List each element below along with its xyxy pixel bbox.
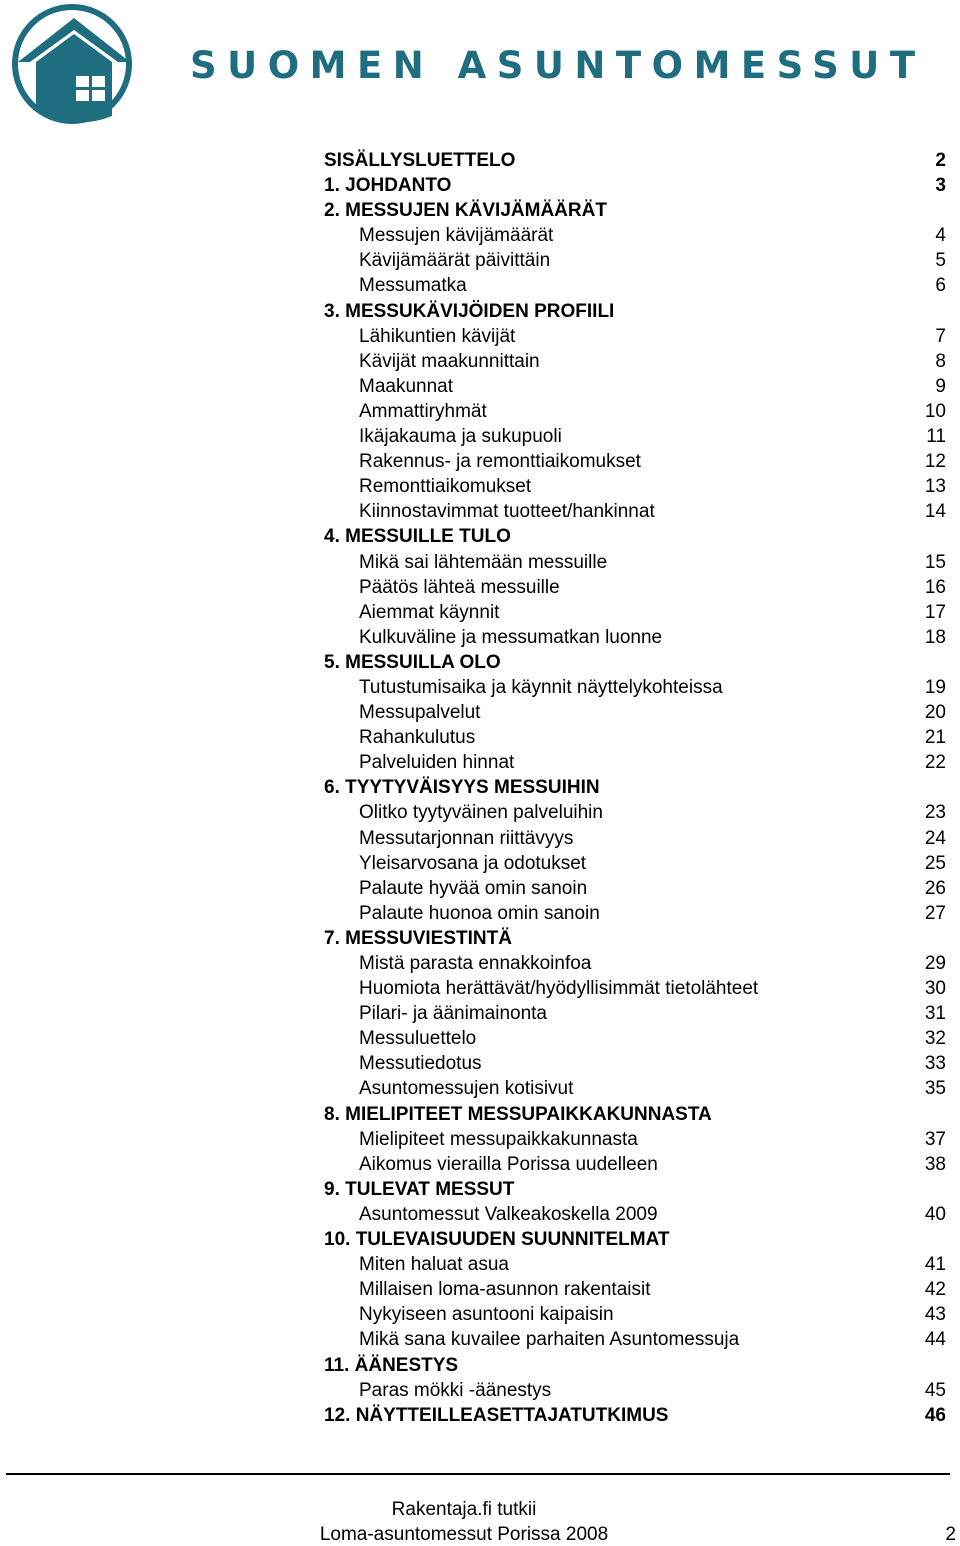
toc-label: Lähikuntien kävijät bbox=[359, 325, 516, 347]
toc-page-number: 13 bbox=[924, 476, 946, 498]
toc-entry bbox=[324, 1127, 948, 1152]
toc-page-number: 41 bbox=[924, 1254, 946, 1276]
toc-entry bbox=[324, 725, 948, 750]
toc-page-number: 46 bbox=[924, 1404, 946, 1426]
toc-page-number: 24 bbox=[924, 827, 946, 849]
toc-page-number: 11 bbox=[926, 426, 946, 448]
toc-heading bbox=[324, 173, 948, 198]
toc-label: Mikä sana kuvailee parhaiten Asuntomessuja bbox=[359, 1329, 740, 1351]
toc-label: Huomiota herättävät/hyödyllisimmät tietolähteet bbox=[359, 978, 759, 1000]
toc-label: 11. ÄÄNESTYS bbox=[324, 1354, 459, 1376]
toc-label: Messuluettelo bbox=[359, 1028, 477, 1050]
toc-label: Aiemmat käynnit bbox=[359, 601, 500, 623]
toc-entry bbox=[324, 1252, 948, 1277]
toc-label: Kävijät maakunnittain bbox=[359, 350, 540, 372]
toc-label: SISÄLLYSLUETTELO bbox=[324, 150, 516, 171]
toc-page-number: 31 bbox=[924, 1003, 946, 1025]
toc-page-number: 21 bbox=[924, 727, 946, 749]
toc-label: 8. MIELIPITEET MESSUPAIKKAKUNNASTA bbox=[324, 1103, 712, 1125]
toc-entry bbox=[324, 826, 948, 851]
toc-page-number: 3 bbox=[935, 175, 946, 197]
toc-page-number: 10 bbox=[924, 400, 946, 422]
toc-label: Aikomus vierailla Porissa uudelleen bbox=[359, 1153, 658, 1175]
toc-heading bbox=[324, 1353, 948, 1378]
toc-entry bbox=[324, 1327, 948, 1352]
toc-entry bbox=[324, 951, 948, 976]
toc-page-number: 38 bbox=[924, 1153, 946, 1175]
toc-label: Nykyiseen asuntooni kaipaisin bbox=[359, 1304, 614, 1326]
toc-label: Yleisarvosana ja odotukset bbox=[359, 852, 587, 874]
toc-entry bbox=[324, 876, 948, 901]
toc-label: Millaisen loma-asunnon rakentaisit bbox=[359, 1279, 651, 1301]
toc-entry bbox=[324, 1277, 948, 1302]
toc-label: 7. MESSUVIESTINTÄ bbox=[324, 927, 512, 949]
toc-heading bbox=[324, 926, 948, 951]
toc-label: Palaute hyvää omin sanoin bbox=[359, 877, 588, 899]
toc-label: 1. JOHDANTO bbox=[324, 175, 452, 197]
toc-label: Asuntomessut Valkeakoskella 2009 bbox=[359, 1203, 658, 1225]
toc-page-number: 25 bbox=[924, 852, 946, 874]
toc-page-number: 33 bbox=[924, 1053, 946, 1075]
toc-label: 2. MESSUJEN KÄVIJÄMÄÄRÄT bbox=[324, 200, 607, 222]
toc-page-number: 14 bbox=[924, 501, 946, 523]
toc-entry bbox=[324, 976, 948, 1001]
toc-entry bbox=[324, 273, 948, 298]
brand-name: SUOMEN ASUNTOMESSUT bbox=[190, 44, 926, 87]
toc-entry bbox=[324, 1001, 948, 1026]
toc-label: Miten haluat asua bbox=[359, 1254, 509, 1276]
toc-entry bbox=[324, 1378, 948, 1403]
toc-page-number: 23 bbox=[924, 802, 946, 824]
toc-label: Rahankulutus bbox=[359, 727, 476, 749]
toc-entry bbox=[324, 248, 948, 273]
toc-entry bbox=[324, 1152, 948, 1177]
toc-label: 3. MESSUKÄVIJÖIDEN PROFIILI bbox=[324, 300, 615, 322]
toc-label: 4. MESSUILLE TULO bbox=[324, 526, 511, 548]
toc-page-number: 26 bbox=[924, 877, 946, 899]
toc-page-number: 30 bbox=[924, 978, 946, 1000]
toc-page-number: 9 bbox=[935, 375, 946, 397]
toc-heading bbox=[324, 524, 948, 549]
toc-entry bbox=[324, 1202, 948, 1227]
toc-entry bbox=[324, 550, 948, 575]
toc-entry bbox=[324, 575, 948, 600]
toc-label: Kävijämäärät päivittäin bbox=[359, 250, 551, 272]
toc-label: 5. MESSUILLA OLO bbox=[324, 651, 501, 673]
toc-label: Mistä parasta ennakkoinfoa bbox=[359, 953, 592, 974]
toc-entry bbox=[324, 901, 948, 926]
toc-label: Kulkuväline ja messumatkan luonne bbox=[359, 626, 663, 648]
toc-page-number: 27 bbox=[924, 902, 946, 924]
toc-label: Ikäjakauma ja sukupuoli bbox=[359, 426, 562, 448]
toc-entry bbox=[324, 675, 948, 700]
toc-entry bbox=[324, 349, 948, 374]
toc-page-number: 18 bbox=[924, 626, 946, 648]
footer-divider bbox=[6, 1473, 950, 1475]
footer-page-number: 2 bbox=[945, 1524, 956, 1545]
toc-page-number: 5 bbox=[935, 250, 946, 272]
toc-heading bbox=[324, 1102, 948, 1127]
toc-heading bbox=[324, 1177, 948, 1202]
toc-entry bbox=[324, 600, 948, 625]
toc-label: Rakennus- ja remonttiaikomukset bbox=[359, 451, 641, 473]
toc-entry bbox=[324, 424, 948, 449]
toc-entry bbox=[324, 374, 948, 399]
toc-page-number: 32 bbox=[924, 1028, 946, 1050]
toc-label: Palaute huonoa omin sanoin bbox=[359, 902, 600, 924]
toc-page-number: 29 bbox=[924, 953, 946, 974]
toc-label: Messumatka bbox=[359, 275, 467, 297]
toc-page-number: 16 bbox=[924, 576, 946, 598]
toc-label: Tutustumisaika ja käynnit näyttelykohteissa bbox=[359, 676, 723, 698]
table-of-contents bbox=[324, 148, 948, 1428]
toc-page-number: 20 bbox=[924, 702, 946, 724]
toc-label: Ammattiryhmät bbox=[359, 400, 487, 422]
toc-label: Paras mökki -äänestys bbox=[359, 1379, 552, 1401]
toc-label: Mielipiteet messupaikkakunnasta bbox=[359, 1128, 638, 1150]
toc-entry bbox=[324, 449, 948, 474]
toc-page-number: 2 bbox=[935, 150, 946, 171]
toc-page-number: 15 bbox=[924, 551, 946, 573]
toc-page-number: 12 bbox=[924, 451, 946, 473]
toc-page-number: 17 bbox=[924, 601, 946, 623]
toc-heading bbox=[324, 148, 948, 173]
toc-label: Remonttiaikomukset bbox=[359, 476, 532, 498]
toc-label: Messujen kävijämäärät bbox=[359, 225, 554, 247]
toc-page-number: 45 bbox=[924, 1379, 946, 1401]
toc-label: Palveluiden hinnat bbox=[359, 752, 515, 774]
toc-label: 10. TULEVAISUUDEN SUUNNITELMAT bbox=[324, 1229, 670, 1251]
toc-heading bbox=[324, 1227, 948, 1252]
toc-label: Messutiedotus bbox=[359, 1053, 482, 1075]
toc-page-number: 40 bbox=[924, 1203, 946, 1225]
toc-page-number: 22 bbox=[924, 752, 946, 774]
toc-entry bbox=[324, 700, 948, 725]
toc-heading bbox=[324, 1403, 948, 1428]
toc-label: 12. NÄYTTEILLEASETTAJATUTKIMUS bbox=[324, 1404, 669, 1426]
toc-label: Pilari- ja äänimainonta bbox=[359, 1003, 547, 1025]
house-logo-icon bbox=[6, 4, 138, 124]
toc-page-number: 37 bbox=[924, 1128, 946, 1150]
toc-entry bbox=[324, 223, 948, 248]
toc-entry bbox=[324, 851, 948, 876]
toc-page-number: 7 bbox=[935, 325, 946, 347]
footer-line-1: Rakentaja.fi tutkii bbox=[391, 1499, 537, 1520]
toc-page-number: 43 bbox=[924, 1304, 946, 1326]
toc-label: Asuntomessujen kotisivut bbox=[359, 1078, 574, 1100]
toc-entry bbox=[324, 750, 948, 775]
toc-label: 6. TYYTYVÄISYYS MESSUIHIN bbox=[324, 777, 600, 799]
toc-entry bbox=[324, 1076, 948, 1101]
toc-label: Messupalvelut bbox=[359, 702, 481, 724]
toc-label: Maakunnat bbox=[359, 375, 454, 397]
toc-page-number: 4 bbox=[935, 225, 946, 247]
toc-entry bbox=[324, 474, 948, 499]
toc-label: Kiinnostavimmat tuotteet/hankinnat bbox=[359, 501, 655, 523]
toc-page-number: 35 bbox=[924, 1078, 946, 1100]
toc-page-number: 6 bbox=[935, 275, 946, 297]
toc-heading bbox=[324, 198, 948, 223]
toc-entry bbox=[324, 800, 948, 825]
toc-page-number: 19 bbox=[924, 676, 946, 698]
toc-entry bbox=[324, 1026, 948, 1051]
toc-heading bbox=[324, 775, 948, 800]
toc-heading bbox=[324, 650, 948, 675]
toc-label: Olitko tyytyväinen palveluihin bbox=[359, 802, 603, 824]
toc-label: 9. TULEVAT MESSUT bbox=[324, 1178, 515, 1200]
footer-line-2: Loma-asuntomessut Porissa 2008 bbox=[319, 1524, 609, 1545]
toc-page-number: 8 bbox=[935, 350, 946, 372]
toc-entry bbox=[324, 1302, 948, 1327]
toc-entry bbox=[324, 499, 948, 524]
toc-page-number: 42 bbox=[924, 1279, 946, 1301]
toc-entry bbox=[324, 324, 948, 349]
toc-label: Messutarjonnan riittävyys bbox=[359, 827, 574, 849]
toc-heading bbox=[324, 299, 948, 324]
toc-page-number: 44 bbox=[924, 1329, 946, 1351]
toc-label: Mikä sai lähtemään messuille bbox=[359, 551, 608, 573]
toc-entry bbox=[324, 399, 948, 424]
toc-entry bbox=[324, 625, 948, 650]
toc-entry bbox=[324, 1051, 948, 1076]
toc-label: Päätös lähteä messuille bbox=[359, 576, 560, 598]
